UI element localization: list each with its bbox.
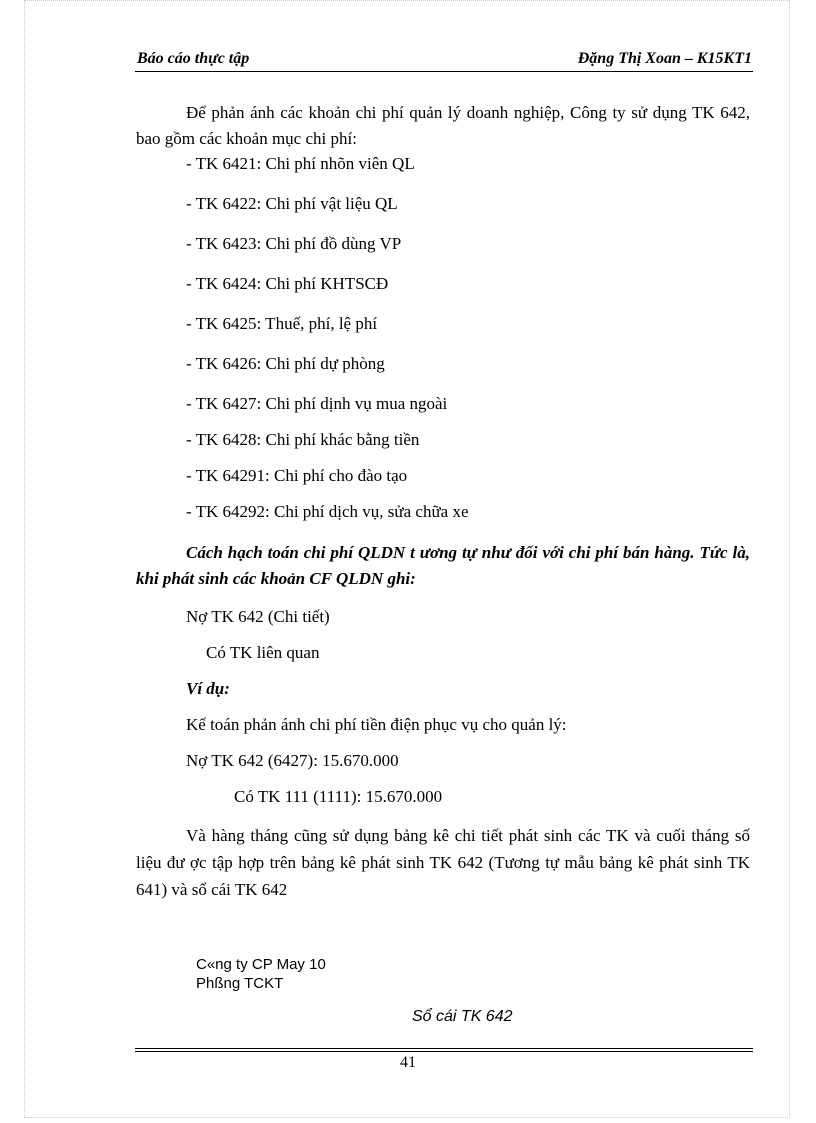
example-debit: Nợ TK 642 (6427): 15.670.000: [186, 751, 399, 770]
account-item: - TK 6421: Chi phí nhõn viên QL: [186, 154, 415, 173]
header-right: Đặng Thị Xoan – K15KT1: [577, 50, 752, 67]
account-item: - TK 6423: Chi phí đồ dùng VP: [186, 234, 402, 253]
account-item: - TK 64292: Chi phí dịch vụ, sửa chữa xe: [186, 502, 469, 521]
example-credit: Có TK 111 (1111): 15.670.000: [234, 787, 443, 806]
entry-credit: Có TK liên quan: [206, 643, 320, 662]
account-item: - TK 64291: Chi phí cho đào tạo: [186, 466, 408, 485]
account-item: - TK 6422: Chi phí vật liệu QL: [186, 194, 398, 213]
intro-paragraph: Để phản ánh các khoản chi phí quản lý doanh nghiệp, Công ty sử dụng TK 642, bao gồm các khoản mục chi phí:: [136, 103, 750, 148]
footer-rule-bottom: [135, 1051, 753, 1052]
account-item: - TK 6426: Chi phí dự phòng: [186, 354, 385, 373]
entry-debit: Nợ TK 642 (Chi tiết): [186, 607, 330, 626]
account-item: - TK 6424: Chi phí KHTSCĐ: [186, 274, 389, 293]
header-rule: [135, 71, 753, 72]
header-left: Báo cáo thực tập: [137, 50, 250, 67]
company-name: C«ng ty CP May 10: [196, 956, 326, 973]
example-description: Kế toán phản ánh chi phí tiền điện phục vụ cho quản lý:: [186, 715, 567, 734]
ledger-title: Sổ cái TK 642: [412, 1008, 513, 1025]
company-department: Phßng TCKT: [196, 975, 284, 992]
method-paragraph: Cách hạch toán chi phí QLDN t ương tự như đối với chi phí bán hàng. Tức là, khi phát sinh các khoản CF QLDN ghi:: [136, 543, 750, 588]
account-item: - TK 6427: Chi phí dịnh vụ mua ngoài: [186, 394, 448, 413]
footer-rule-top: [135, 1048, 753, 1049]
example-label: Ví dụ:: [186, 679, 230, 698]
account-item: - TK 6425: Thuế, phí, lệ phí: [186, 314, 378, 333]
account-item: - TK 6428: Chi phí khác bằng tiền: [186, 430, 420, 449]
page-number: 41: [400, 1054, 416, 1071]
closing-paragraph: Và hàng tháng cũng sử dụng bảng kê chi tiết phát sinh các TK và cuối tháng số liệu đư ợc tập hợp trên bảng kê phát sinh TK 642 (Tương tự mẫu bảng kê phát sinh TK 641) và sổ cái TK 642: [136, 826, 750, 899]
